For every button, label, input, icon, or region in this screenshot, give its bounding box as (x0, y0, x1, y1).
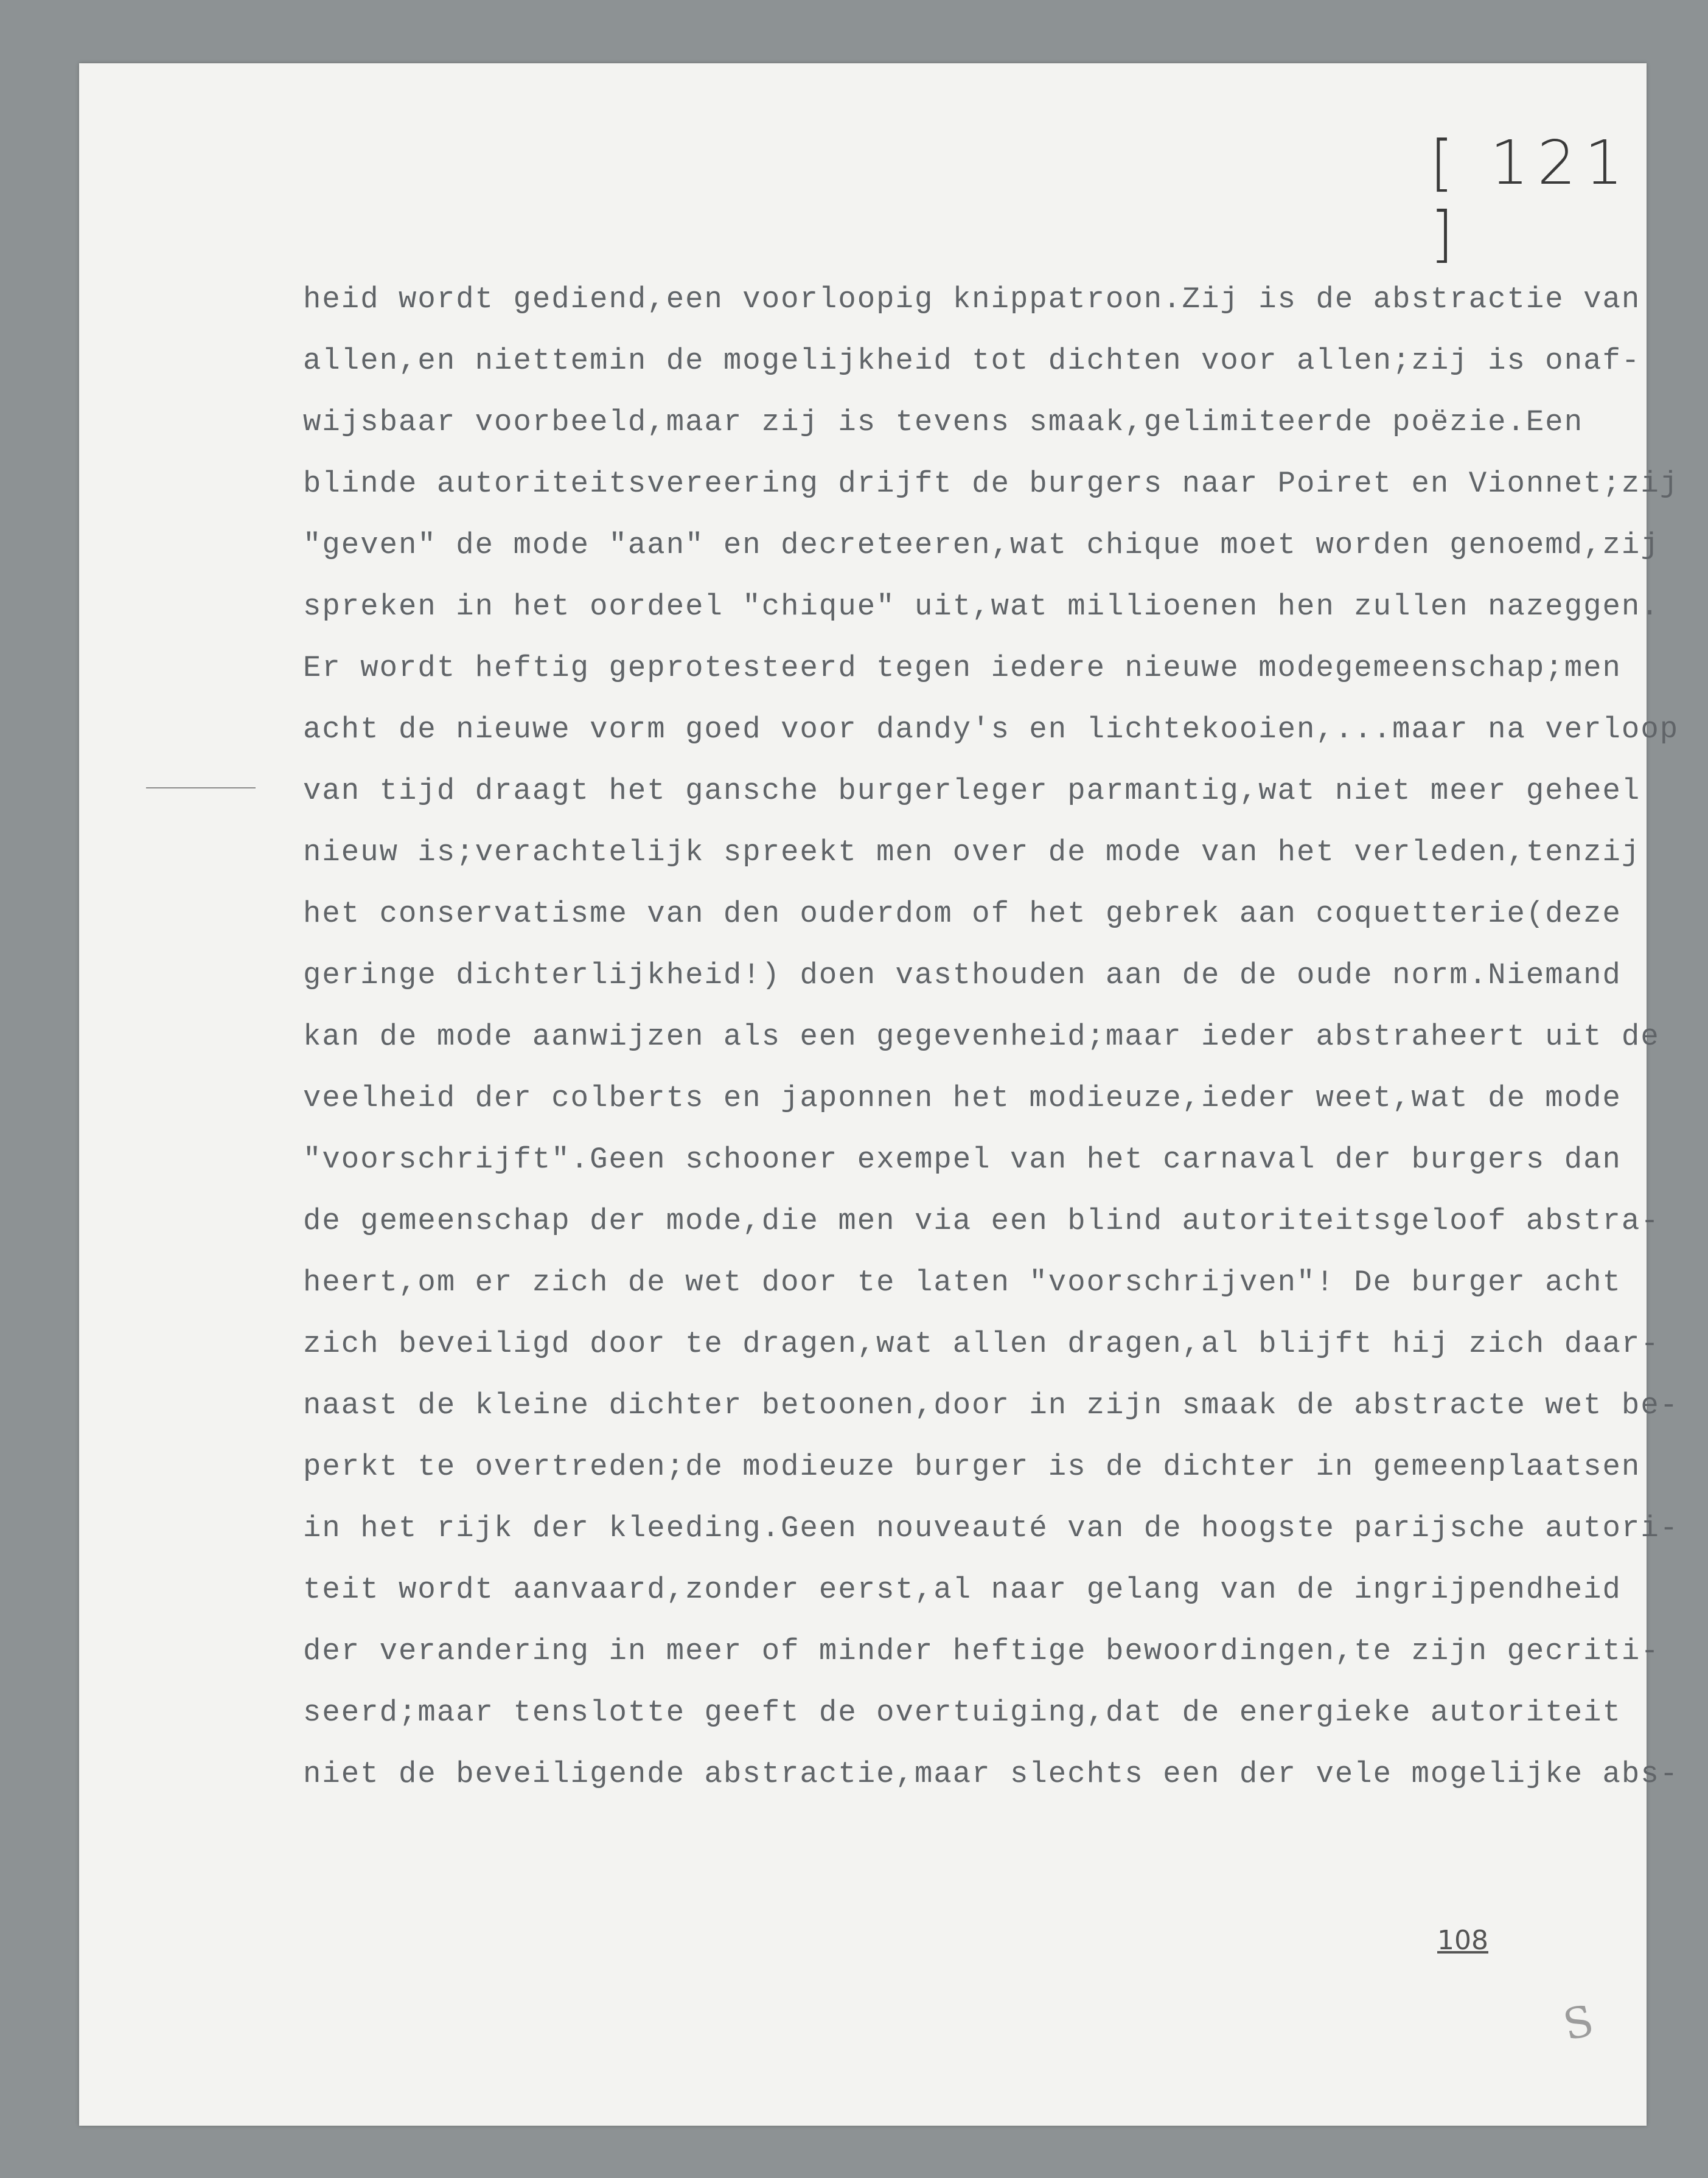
text-line: heert,om er zich de wet door te laten "voorschrijven"! De burger acht (303, 1265, 1622, 1299)
text-line: wijsbaar voorbeeld,maar zij is tevens smaak,gelimiteerde poëzie.Een (303, 405, 1584, 439)
text-line: heid wordt gediend,een voorloopig knippatroon.Zij is de abstractie van (303, 282, 1641, 316)
text-line: naast de kleine dichter betoonen,door in zijn smaak de abstracte wet be- (303, 1388, 1679, 1422)
text-line: allen,en niettemin de mogelijkheid tot dichten voor allen;zij is onaf- (303, 344, 1641, 378)
text-line: kan de mode aanwijzen als een gegevenheid;maar ieder abstraheert uit de (303, 1020, 1660, 1054)
text-line: "voorschrijft".Geen schooner exempel van het carnaval der burgers dan (303, 1143, 1622, 1177)
typescript-page (79, 63, 1679, 2126)
text-line: teit wordt aanvaard,zonder eerst,al naar gelang van de ingrijpendheid (303, 1573, 1622, 1607)
margin-pencil-mark (146, 787, 256, 788)
text-line: nieuw is;verachtelijk spreekt men over de mode van het verleden,tenzij (303, 835, 1641, 869)
text-line: blinde autoriteitsvereering drijft de burgers naar Poiret en Vionnet;zij (303, 467, 1679, 501)
text-line: acht de nieuwe vorm goed voor dandy's en lichtekooien,...maar na verloop (303, 712, 1679, 746)
typed-body-text (303, 269, 1679, 1805)
text-line: Er wordt heftig geprotesteerd tegen iedere nieuwe modegemeenschap;men (303, 651, 1622, 685)
text-line: het conservatisme van den ouderdom of het gebrek aan coquetterie(deze (303, 897, 1622, 931)
text-line: seerd;maar tenslotte geeft de overtuiging,dat de energieke autoriteit (303, 1696, 1622, 1730)
page-number: [ 121 ] (1430, 127, 1632, 270)
text-line: zich beveiligd door te dragen,wat allen dragen,al blijft hij zich daar- (303, 1327, 1660, 1361)
text-line: in het rijk der kleeding.Geen nouveauté van de hoogste parijsche autori- (303, 1511, 1679, 1545)
text-line: van tijd draagt het gansche burgerleger parmantig,wat niet meer geheel (303, 774, 1641, 808)
text-line: de gemeenschap der mode,die men via een blind autoriteitsgeloof abstra- (303, 1204, 1660, 1238)
text-line: niet de beveiligende abstractie,maar slechts een der vele mogelijke abs- (303, 1757, 1679, 1791)
text-line: spreken in het oordeel "chique" uit,wat millioenen hen zullen nazeggen. (303, 590, 1660, 624)
folio-number: 108 (1437, 1925, 1488, 1956)
text-line: geringe dichterlijkheid!) doen vasthouden aan de de oude norm.Niemand (303, 958, 1622, 992)
text-line: der verandering in meer of minder heftige bewoordingen,te zijn gecriti- (303, 1634, 1660, 1668)
archive-stamp: S (1558, 1995, 1598, 2051)
text-line: veelheid der colberts en japonnen het modieuze,ieder weet,wat de mode (303, 1081, 1622, 1115)
text-line: perkt te overtreden;de modieuze burger is de dichter in gemeenplaatsen (303, 1450, 1641, 1484)
text-line: "geven" de mode "aan" en decreteeren,wat chique moet worden genoemd,zij (303, 528, 1660, 562)
